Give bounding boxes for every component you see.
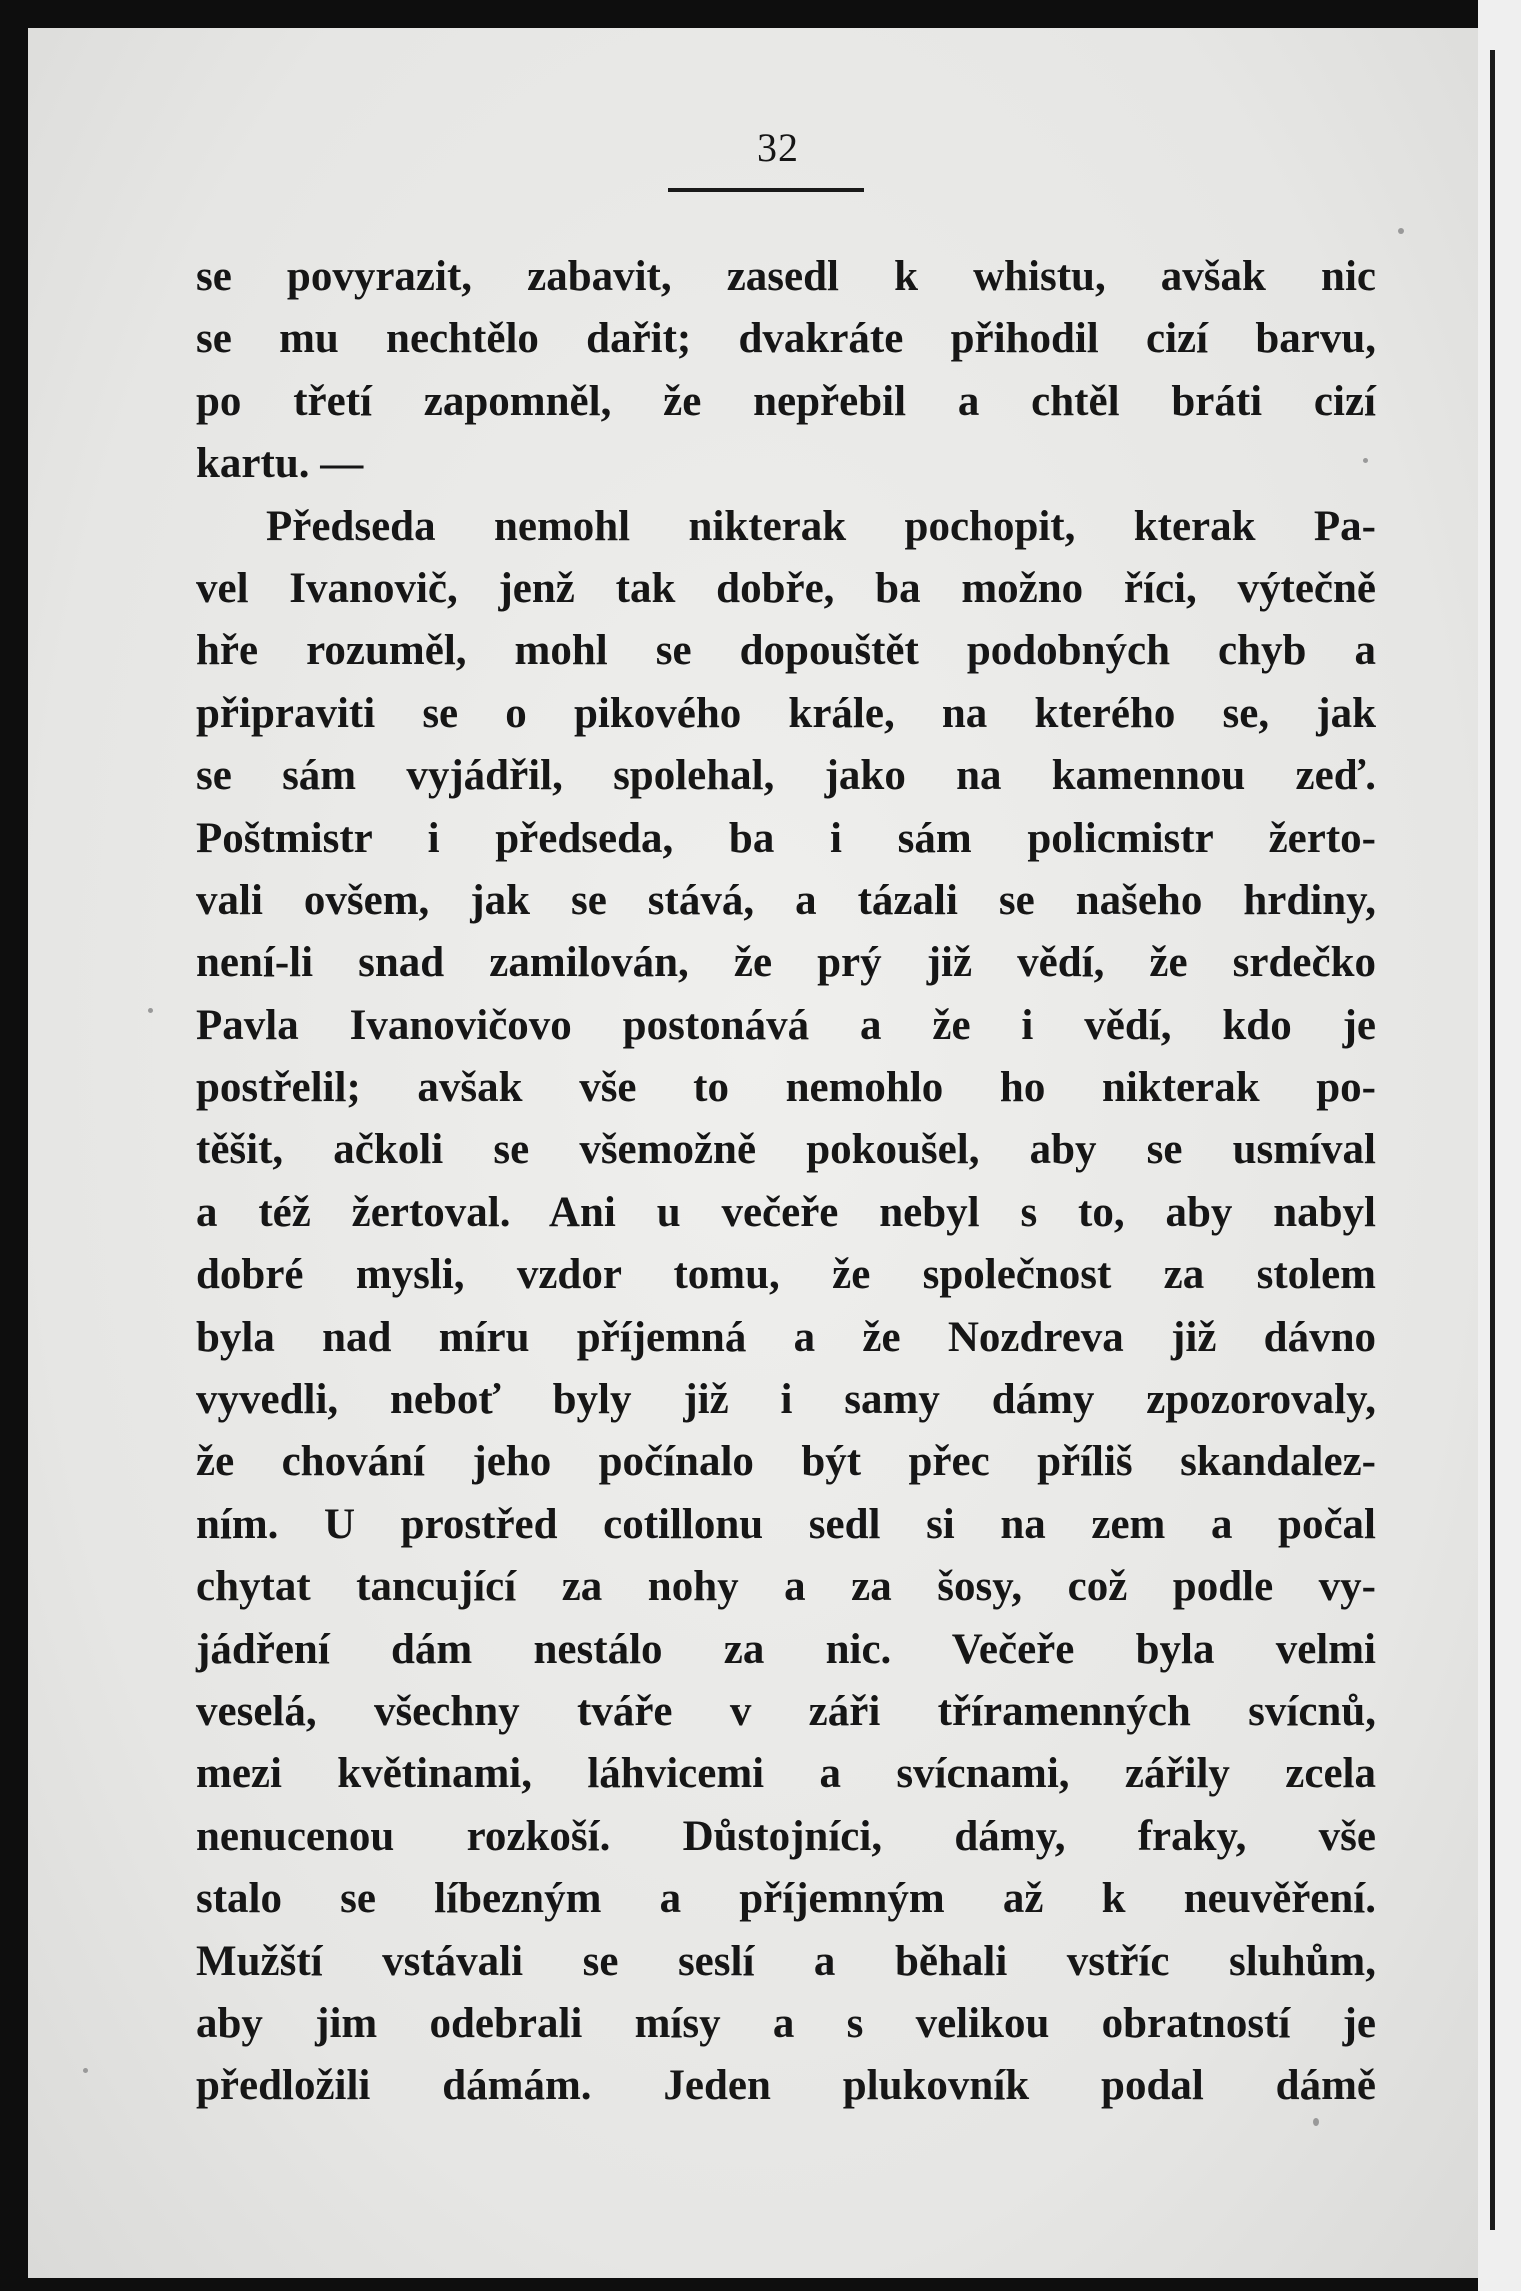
paper-speck xyxy=(1313,2118,1319,2126)
header-rule xyxy=(668,188,864,192)
page-edge-strip xyxy=(1478,0,1521,2291)
text-line: po třetí zapomněl, že nepřebil a chtěl bráti cizí xyxy=(196,377,1376,425)
text-line: vel Ivanovič, jenž tak dobře, ba možno říci, výtečně xyxy=(196,564,1376,612)
body-text xyxy=(196,246,1376,2118)
text-line: nenucenou rozkoší. Důstojníci, dámy, fraky, vše xyxy=(196,1812,1376,1860)
text-line: připraviti se o pikového krále, na kterého se, jak xyxy=(196,689,1376,737)
text-line: Pavla Ivanovičovo postonává a že i vědí, kdo je xyxy=(196,1001,1376,1049)
text-line: veselá, všechny tváře v záři tříramenných svícnů, xyxy=(196,1687,1376,1735)
paper-speck xyxy=(1363,458,1368,463)
page-number: 32 xyxy=(757,125,799,170)
paper-speck xyxy=(1398,228,1404,234)
text-line: aby jim odebrali mísy a s velikou obratností je xyxy=(196,1999,1376,2047)
text-line: ním. U prostřed cotillonu sedl si na zem a počal xyxy=(196,1500,1376,1548)
text-line: dobré mysli, vzdor tomu, že společnost za stolem xyxy=(196,1251,1376,1299)
text-line: hře rozuměl, mohl se dopouštět podobných chyb a xyxy=(196,627,1376,675)
text-line: že chování jeho počínalo být přec příliš skandalez- xyxy=(196,1438,1376,1486)
text-line: stalo se líbezným a příjemným až k neuvěření. xyxy=(196,1875,1376,1923)
text-line: se mu nechtělo dařit; dvakráte přihodil cizí barvu, xyxy=(196,315,1376,363)
text-line: a též žertoval. Ani u večeře nebyl s to, aby nabyl xyxy=(196,1188,1376,1236)
text-line: jádření dám nestálo za nic. Večeře byla velmi xyxy=(196,1625,1376,1673)
text-line: chytat tancující za nohy a za šosy, což podle vy- xyxy=(196,1563,1376,1611)
text-line: mezi květinami, láhvicemi a svícnami, zářily zcela xyxy=(196,1750,1376,1798)
text-line: byla nad míru příjemná a že Nozdreva již dávno xyxy=(196,1313,1376,1361)
book-page xyxy=(28,28,1478,2278)
page-header xyxy=(28,124,1478,171)
text-line: předložili dámám. Jeden plukovník podal dámě xyxy=(196,2062,1376,2110)
text-line: Předseda nemohl nikterak pochopit, kterak Pa- xyxy=(266,502,1376,550)
text-line: se sám vyjádřil, spolehal, jako na kamennou zeď. xyxy=(196,752,1376,800)
text-line: postřelil; avšak vše to nemohlo ho nikterak po- xyxy=(196,1064,1376,1112)
text-line: těšit, ačkoli se všemožně pokoušel, aby se usmíval xyxy=(196,1126,1376,1174)
text-line: se povyrazit, zabavit, zasedl k whistu, avšak nic xyxy=(196,253,1376,300)
page-edge-line xyxy=(1490,50,1495,2230)
paper-speck xyxy=(148,1008,153,1013)
text-line: Mužští vstávali se seslí a běhali vstříc sluhům, xyxy=(196,1937,1376,1985)
text-line: není-li snad zamilován, že prý již vědí, že srdečko xyxy=(196,939,1376,987)
text-line: kartu. — xyxy=(196,440,364,488)
text-line: vali ovšem, jak se stává, a tázali se našeho hrdiny, xyxy=(196,876,1376,924)
text-line: vyvedli, neboť byly již i samy dámy zpozorovaly, xyxy=(196,1376,1376,1424)
paper-speck xyxy=(83,2068,88,2073)
text-line: Poštmistr i předseda, ba i sám policmistr žerto- xyxy=(196,814,1376,862)
